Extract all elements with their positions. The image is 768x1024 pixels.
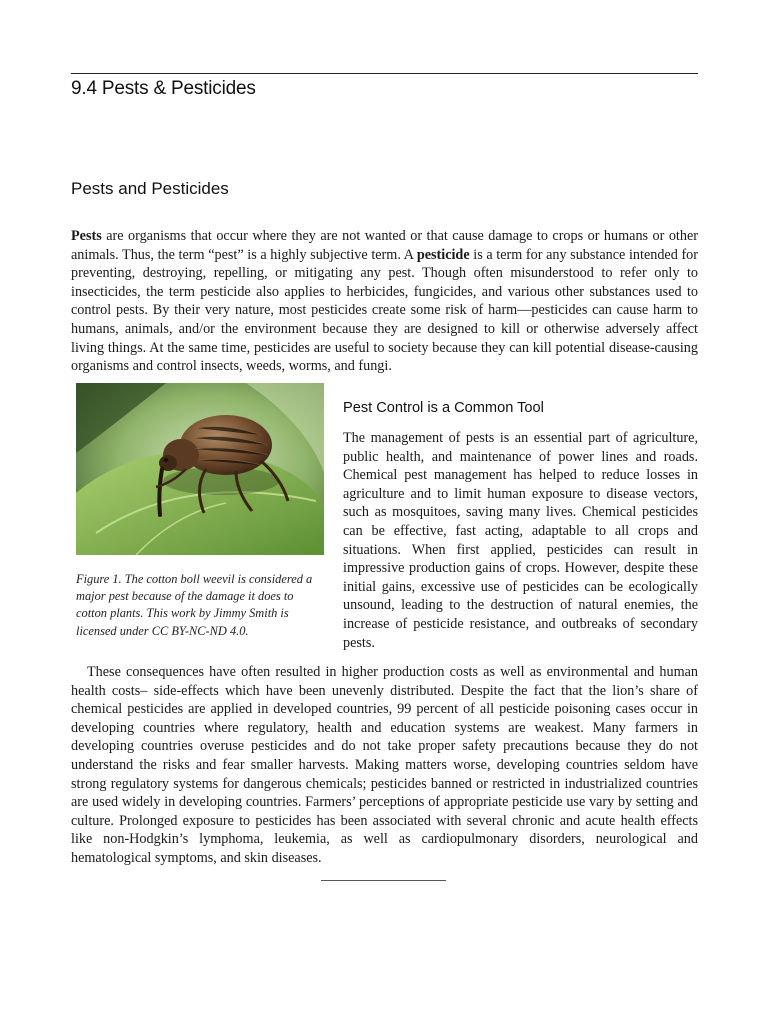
section-title: Pests and Pesticides [71,179,229,198]
pest-control-section [343,400,698,652]
intro-paragraph [71,227,698,376]
term-pests: Pests [71,228,102,244]
pest-control-paragraph: The management of pests is an essential part of agriculture, public health, and maintenance of power lines and roads. Chemical pest management has helped to reduce losses in agriculture and to limit human exposure to disease vectors, such as mosquitoes, saving many lives. Chemical pesticides can be effective, fast acting, adaptable to all crops and situations. When first applied, pesticides can result in impressive production gains of crops. However, despite these initial gains, excessive use of pesticides can be ecologically unsound, leading to the destruction of natural enemies, the increase of pesticide resistance, and outbreaks of secondary pests. [343,430,698,651]
intro-text-2: is a term for any substance intended for preventing, destroying, repelling, or mitigating any pest. Though often misunderstood to refer only to insecticides, the term pesticide also applies to herbicides, fungicides, and various other substances used to control pests. By their very nature, most pesticides create some risk of harm—pesticides can cause harm to humans, animals, and/or the environment because they are designed to kill or otherwise adversely affect living things. At the same time, pesticides are useful to society because they can kill potential disease-causing organisms and control insects, weeds, worms, and fungi. [71,246,698,375]
weevil-photo [76,383,324,555]
continuation-paragraph: These consequences have often resulted in higher production costs as well as environmental and human health costs– side-effects which have been unevenly distributed. Despite the fact that the lion’s share of chemical pesticides are applied in developed countries, 99 percent of all pesticide poisoning cases occur in developing countries where regulatory, health and education systems are weakest. Many farmers in developing countries overuse pesticides and do not take proper safety precautions because they do not understand the risks and fear smaller harvests. Making matters worse, developing countries seldom have strong regulatory systems for dangerous chemicals; pesticides banned or restricted in industrialized countries are used widely in developing countries. Farmers’ perceptions of appropriate pesticide use vary by setting and culture. Prolonged exposure to pesticides has been associated with several chronic and acute health effects like non-Hodgkin’s lymphoma, leukemia, as well as cardiopulmonary disorders, neurological and hematological symptoms, and skin diseases. [71,664,698,866]
intro-text-1: are organisms that occur where they are not wanted or that cause damage to crops or humans or other animals. Thus, the term “pest” is a highly subjective term. A [71,228,698,263]
figure-1 [76,383,324,640]
top-rule [71,73,698,74]
document-page [71,0,698,1024]
term-pesticide: pesticide [416,246,470,263]
footnote-rule [321,880,446,881]
chapter-title: 9.4 Pests & Pesticides [71,78,256,99]
figure-caption: Figure 1. The cotton boll weevil is considered a major pest because of the damage it does to cotton plants. This work by Jimmy Smith is licensed under CC BY-NC-ND 4.0. [76,572,313,638]
subsection-title: Pest Control is a Common Tool [343,400,544,416]
